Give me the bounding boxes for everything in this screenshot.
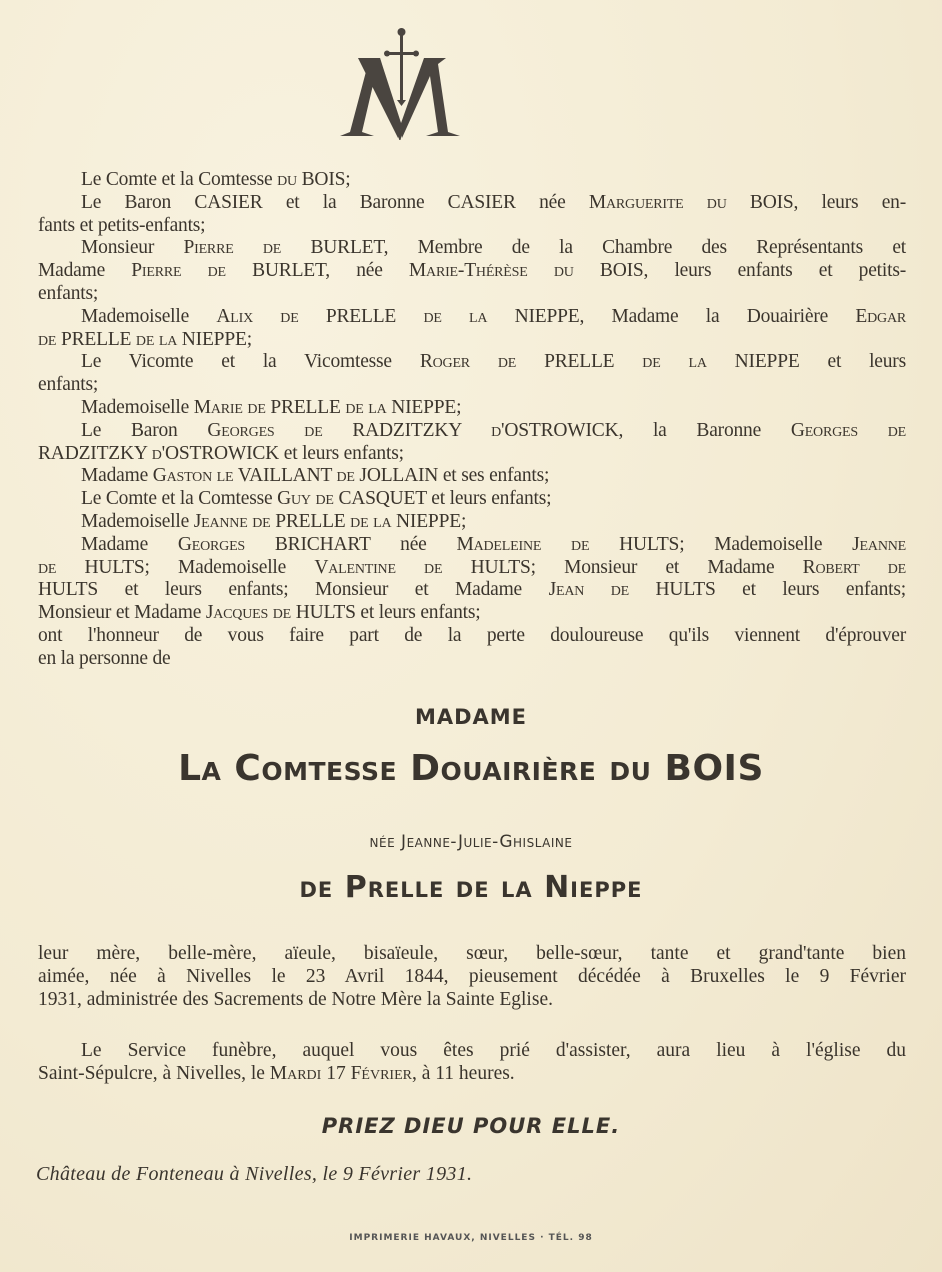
printer-imprint: IMPRIMERIE HAVAUX, NIVELLES · TÉL. 98 — [349, 1233, 593, 1243]
family-line: Mademoiselle Marie de PRELLE de la NIEPPE; — [81, 396, 462, 418]
service-line: Le Service funèbre, auquel vous êtes prié d'assister, aura lieu à l'église du — [81, 1040, 906, 1061]
family-line: enfants; — [38, 374, 99, 396]
service-paragraph — [38, 1040, 906, 1086]
announcement-line: ont l'honneur de vous faire part de la perte douloureuse qu'ils viennent d'éprouver — [38, 624, 906, 646]
family-line: Monsieur et Madame Jacques de HULTS et leurs enfants; — [38, 602, 481, 624]
deceased-birth-name: née Jeanne-Julie-Ghislaine — [369, 832, 573, 852]
family-line: fants et petits-enfants; — [38, 214, 206, 236]
family-line: HULTS et leurs enfants; Monsieur et Madame Jean de HULTS et leurs enfants; — [38, 579, 907, 601]
details-line: leur mère, belle-mère, aïeule, bisaïeule, sœur, belle-sœur, tante et grand'tante bien — [38, 943, 906, 964]
family-line: Le Baron Georges de RADZITZKY d'OSTROWICK, la Baronne Georges de — [81, 419, 906, 441]
deceased-name: La Comtesse Douairière du BOIS — [178, 748, 764, 789]
family-line: Madame Georges BRICHART née Madeleine de HULTS; Mademoiselle Jeanne — [81, 533, 906, 555]
deceased-maiden-name: de Prelle de la Nieppe — [299, 870, 643, 905]
announcement-line: en la personne de — [38, 647, 171, 669]
family-line: de PRELLE de la NIEPPE; — [38, 328, 252, 350]
service-line: Saint-Sépulcre, à Nivelles, le Mardi 17 Février, à 11 heures. — [38, 1062, 515, 1084]
family-line: Le Baron CASIER et la Baronne CASIER née Marguerite du BOIS, leurs en- — [81, 191, 906, 213]
family-line: enfants; — [38, 282, 99, 304]
family-line: Monsieur Pierre de BURLET, Membre de la Chambre des Représentants et — [81, 237, 906, 259]
deceased-title: MADAME — [414, 705, 528, 729]
family-line: Le Vicomte et la Vicomtesse Roger de PRELLE de la NIEPPE et leurs — [81, 351, 906, 373]
prayer-line: PRIEZ DIEU POUR ELLE. — [321, 1114, 621, 1138]
cross-icon — [400, 32, 403, 104]
family-line: RADZITZKY d'OSTROWICK et leurs enfants; — [38, 442, 404, 464]
family-line: Mademoiselle Jeanne de PRELLE de la NIEPPE; — [81, 510, 467, 532]
details-paragraph — [38, 943, 906, 1011]
place-date: Château de Fonteneau à Nivelles, le 9 Février 1931. — [36, 1163, 473, 1185]
family-line: Le Comte et la Comtesse Guy de CASQUET et leurs enfants; — [81, 488, 552, 510]
details-line: 1931, administrée des Sacrements de Notre Mère la Sainte Eglise. — [38, 988, 553, 1010]
family-line: de HULTS; Mademoiselle Valentine de HULTS; Monsieur et Madame Robert de — [38, 556, 907, 578]
monogram-m-with-cross-icon — [338, 14, 468, 140]
details-line: aimée, née à Nivelles le 23 Avril 1844, pieusement décédée à Bruxelles le 9 Février — [38, 965, 906, 987]
family-line: Madame Pierre de BURLET, née Marie-Thérèse du BOIS, leurs enfants et petits- — [38, 260, 906, 282]
family-list — [38, 169, 906, 671]
family-line: Le Comte et la Comtesse du BOIS; — [81, 169, 351, 190]
family-line: Mademoiselle Alix de PRELLE de la NIEPPE, Madame la Douairière Edgar — [81, 305, 906, 327]
family-line: Madame Gaston le VAILLANT de JOLLAIN et ses enfants; — [81, 465, 550, 487]
